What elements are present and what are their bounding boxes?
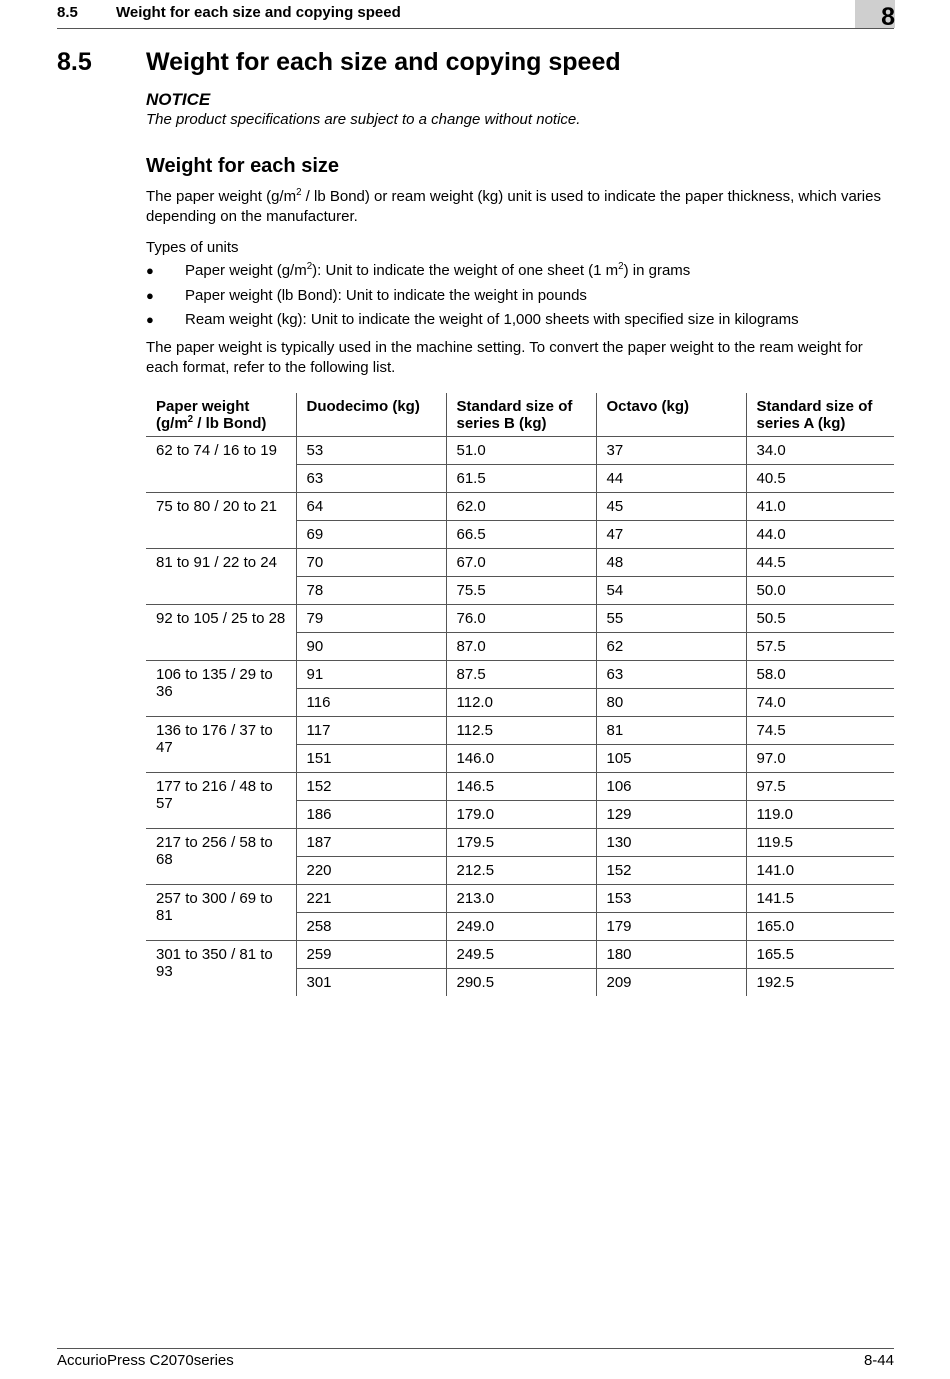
intro-paragraph: [146, 187, 894, 226]
series-a-cell: 44.0: [746, 521, 894, 549]
duodecimo-cell: 116: [296, 689, 446, 717]
duodecimo-cell: 91: [296, 661, 446, 689]
duodecimo-cell: 69: [296, 521, 446, 549]
table-row: [146, 437, 894, 465]
duodecimo-cell: 63: [296, 465, 446, 493]
octavo-cell: 81: [596, 717, 746, 745]
bullet-text: Ream weight (kg): Unit to indicate the weight of 1,000 sheets with specified size in kilograms: [185, 311, 799, 328]
subsection-title: Weight for each size: [146, 155, 340, 177]
footer-product-name: AccurioPress C2070series: [57, 1352, 234, 1369]
section-number: 8.5: [57, 48, 92, 76]
series-b-cell: 179.0: [446, 801, 596, 829]
octavo-cell: 37: [596, 437, 746, 465]
series-a-cell: 44.5: [746, 549, 894, 577]
chapter-tab: [855, 0, 895, 31]
duodecimo-cell: 53: [296, 437, 446, 465]
series-b-cell: 112.0: [446, 689, 596, 717]
series-a-cell: 119.5: [746, 829, 894, 857]
table-row: [146, 885, 894, 913]
paper-weight-cell: 217 to 256 / 58 to 68: [146, 829, 296, 885]
table-row: [146, 493, 894, 521]
duodecimo-cell: 187: [296, 829, 446, 857]
header-duodecimo: Duodecimo (kg): [296, 393, 446, 437]
bullet-text: Paper weight (lb Bond): Unit to indicate the weight in pounds: [185, 287, 587, 304]
series-a-cell: 50.5: [746, 605, 894, 633]
series-b-cell: 75.5: [446, 577, 596, 605]
series-b-cell: 61.5: [446, 465, 596, 493]
series-a-cell: 141.5: [746, 885, 894, 913]
series-a-cell: 192.5: [746, 969, 894, 997]
intro-superscript: 2: [296, 187, 302, 198]
weight-conversion-table: [146, 393, 894, 996]
octavo-cell: 47: [596, 521, 746, 549]
duodecimo-cell: 186: [296, 801, 446, 829]
table-row: [146, 829, 894, 857]
series-a-cell: 74.5: [746, 717, 894, 745]
header-divider: [57, 28, 894, 29]
series-a-cell: 97.5: [746, 773, 894, 801]
series-b-cell: 67.0: [446, 549, 596, 577]
header-paper-weight: Paper weight ($g/m^2$ / lb Bond): [146, 393, 296, 437]
series-b-cell: 212.5: [446, 857, 596, 885]
octavo-cell: 45: [596, 493, 746, 521]
octavo-cell: 80: [596, 689, 746, 717]
octavo-cell: 48: [596, 549, 746, 577]
table-row: [146, 941, 894, 969]
octavo-cell: 105: [596, 745, 746, 773]
series-a-cell: 41.0: [746, 493, 894, 521]
header-series-a: Standard size of series A (kg): [746, 393, 894, 437]
series-b-cell: 290.5: [446, 969, 596, 997]
table-row: [146, 605, 894, 633]
header-octavo: Octavo (kg): [596, 393, 746, 437]
series-a-cell: 97.0: [746, 745, 894, 773]
octavo-cell: 153: [596, 885, 746, 913]
series-b-cell: 76.0: [446, 605, 596, 633]
table-row: [146, 549, 894, 577]
octavo-cell: 180: [596, 941, 746, 969]
series-b-cell: 249.0: [446, 913, 596, 941]
octavo-cell: 55: [596, 605, 746, 633]
duodecimo-cell: 220: [296, 857, 446, 885]
octavo-cell: 130: [596, 829, 746, 857]
running-header-section-number: 8.5: [57, 4, 78, 21]
duodecimo-cell: 301: [296, 969, 446, 997]
footer-divider: [57, 1348, 894, 1349]
paper-weight-cell: 136 to 176 / 37 to 47: [146, 717, 296, 773]
octavo-cell: 63: [596, 661, 746, 689]
series-b-cell: 179.5: [446, 829, 596, 857]
paper-weight-cell: 257 to 300 / 69 to 81: [146, 885, 296, 941]
series-a-cell: 40.5: [746, 465, 894, 493]
conversion-paragraph: The paper weight is typically used in the machine setting. To convert the paper weight to the ream weight for each format, refer to the following list.: [146, 339, 863, 376]
duodecimo-cell: 117: [296, 717, 446, 745]
series-a-cell: 74.0: [746, 689, 894, 717]
octavo-cell: 54: [596, 577, 746, 605]
section-title: Weight for each size and copying speed: [146, 48, 621, 76]
series-b-cell: 249.5: [446, 941, 596, 969]
types-of-units-label: Types of units: [146, 239, 239, 256]
duodecimo-cell: 221: [296, 885, 446, 913]
table-row: [146, 717, 894, 745]
octavo-cell: 129: [596, 801, 746, 829]
series-b-cell: 62.0: [446, 493, 596, 521]
octavo-cell: 209: [596, 969, 746, 997]
series-a-cell: 50.0: [746, 577, 894, 605]
series-b-cell: 87.0: [446, 633, 596, 661]
duodecimo-cell: 151: [296, 745, 446, 773]
notice-text: The product specifications are subject to a change without notice.: [146, 111, 581, 128]
paper-weight-cell: 106 to 135 / 29 to 36: [146, 661, 296, 717]
paper-weight-cell: 301 to 350 / 81 to 93: [156, 946, 273, 980]
duodecimo-cell: 79: [296, 605, 446, 633]
running-header-title: Weight for each size and copying speed: [116, 4, 401, 21]
footer-page-number: 8-44: [863, 1352, 894, 1369]
duodecimo-cell: 258: [296, 913, 446, 941]
notice-label: NOTICE: [146, 90, 211, 109]
octavo-cell: 62: [596, 633, 746, 661]
duodecimo-cell: 152: [296, 773, 446, 801]
series-a-cell: 58.0: [746, 661, 894, 689]
table-row: [146, 773, 894, 801]
paper-weight-cell: 81 to 91 / 22 to 24: [146, 549, 296, 605]
duodecimo-cell: 70: [296, 549, 446, 577]
table-row: [146, 661, 894, 689]
header-series-b: Standard size of series B (kg): [446, 393, 596, 437]
duodecimo-cell: 259: [296, 941, 446, 969]
paper-weight-cell: 92 to 105 / 25 to 28: [146, 605, 296, 661]
octavo-cell: 179: [596, 913, 746, 941]
series-a-cell: 165.5: [746, 941, 894, 969]
series-b-cell: 213.0: [446, 885, 596, 913]
intro-text-2: / lb Bond) or ream weight (kg) unit is used to indicate the paper thickness, which varies depending on the manufacturer.: [146, 188, 881, 225]
series-a-cell: 119.0: [746, 801, 894, 829]
series-a-cell: 165.0: [746, 913, 894, 941]
series-a-cell: 34.0: [746, 437, 894, 465]
series-b-cell: 66.5: [446, 521, 596, 549]
series-b-cell: 87.5: [446, 661, 596, 689]
intro-text-1: The paper weight (g/m: [146, 188, 297, 205]
bullet-icon: ●: [146, 263, 154, 278]
table-header-row: [146, 393, 894, 437]
duodecimo-cell: 90: [296, 633, 446, 661]
paper-weight-cell: 62 to 74 / 16 to 19: [146, 437, 296, 493]
paper-weight-cell: 75 to 80 / 20 to 21: [146, 493, 296, 549]
octavo-cell: 106: [596, 773, 746, 801]
bullet-icon: ●: [146, 312, 154, 327]
table-body: [146, 437, 894, 997]
series-a-cell: 141.0: [746, 857, 894, 885]
series-b-cell: 146.5: [446, 773, 596, 801]
octavo-cell: 152: [596, 857, 746, 885]
octavo-cell: 44: [596, 465, 746, 493]
series-b-cell: 51.0: [446, 437, 596, 465]
chapter-tab-number: 8: [881, 3, 895, 31]
bullet-icon: ●: [146, 288, 154, 303]
series-b-cell: 146.0: [446, 745, 596, 773]
series-b-cell: 112.5: [446, 717, 596, 745]
duodecimo-cell: 64: [296, 493, 446, 521]
bullet-text: Paper weight $(g/m^2)$: Unit to indicate the weight of one sheet (1 $m^2$) in grams: [185, 261, 691, 279]
series-a-cell: 57.5: [746, 633, 894, 661]
paper-weight-cell: 177 to 216 / 48 to 57: [146, 773, 296, 829]
duodecimo-cell: 78: [296, 577, 446, 605]
